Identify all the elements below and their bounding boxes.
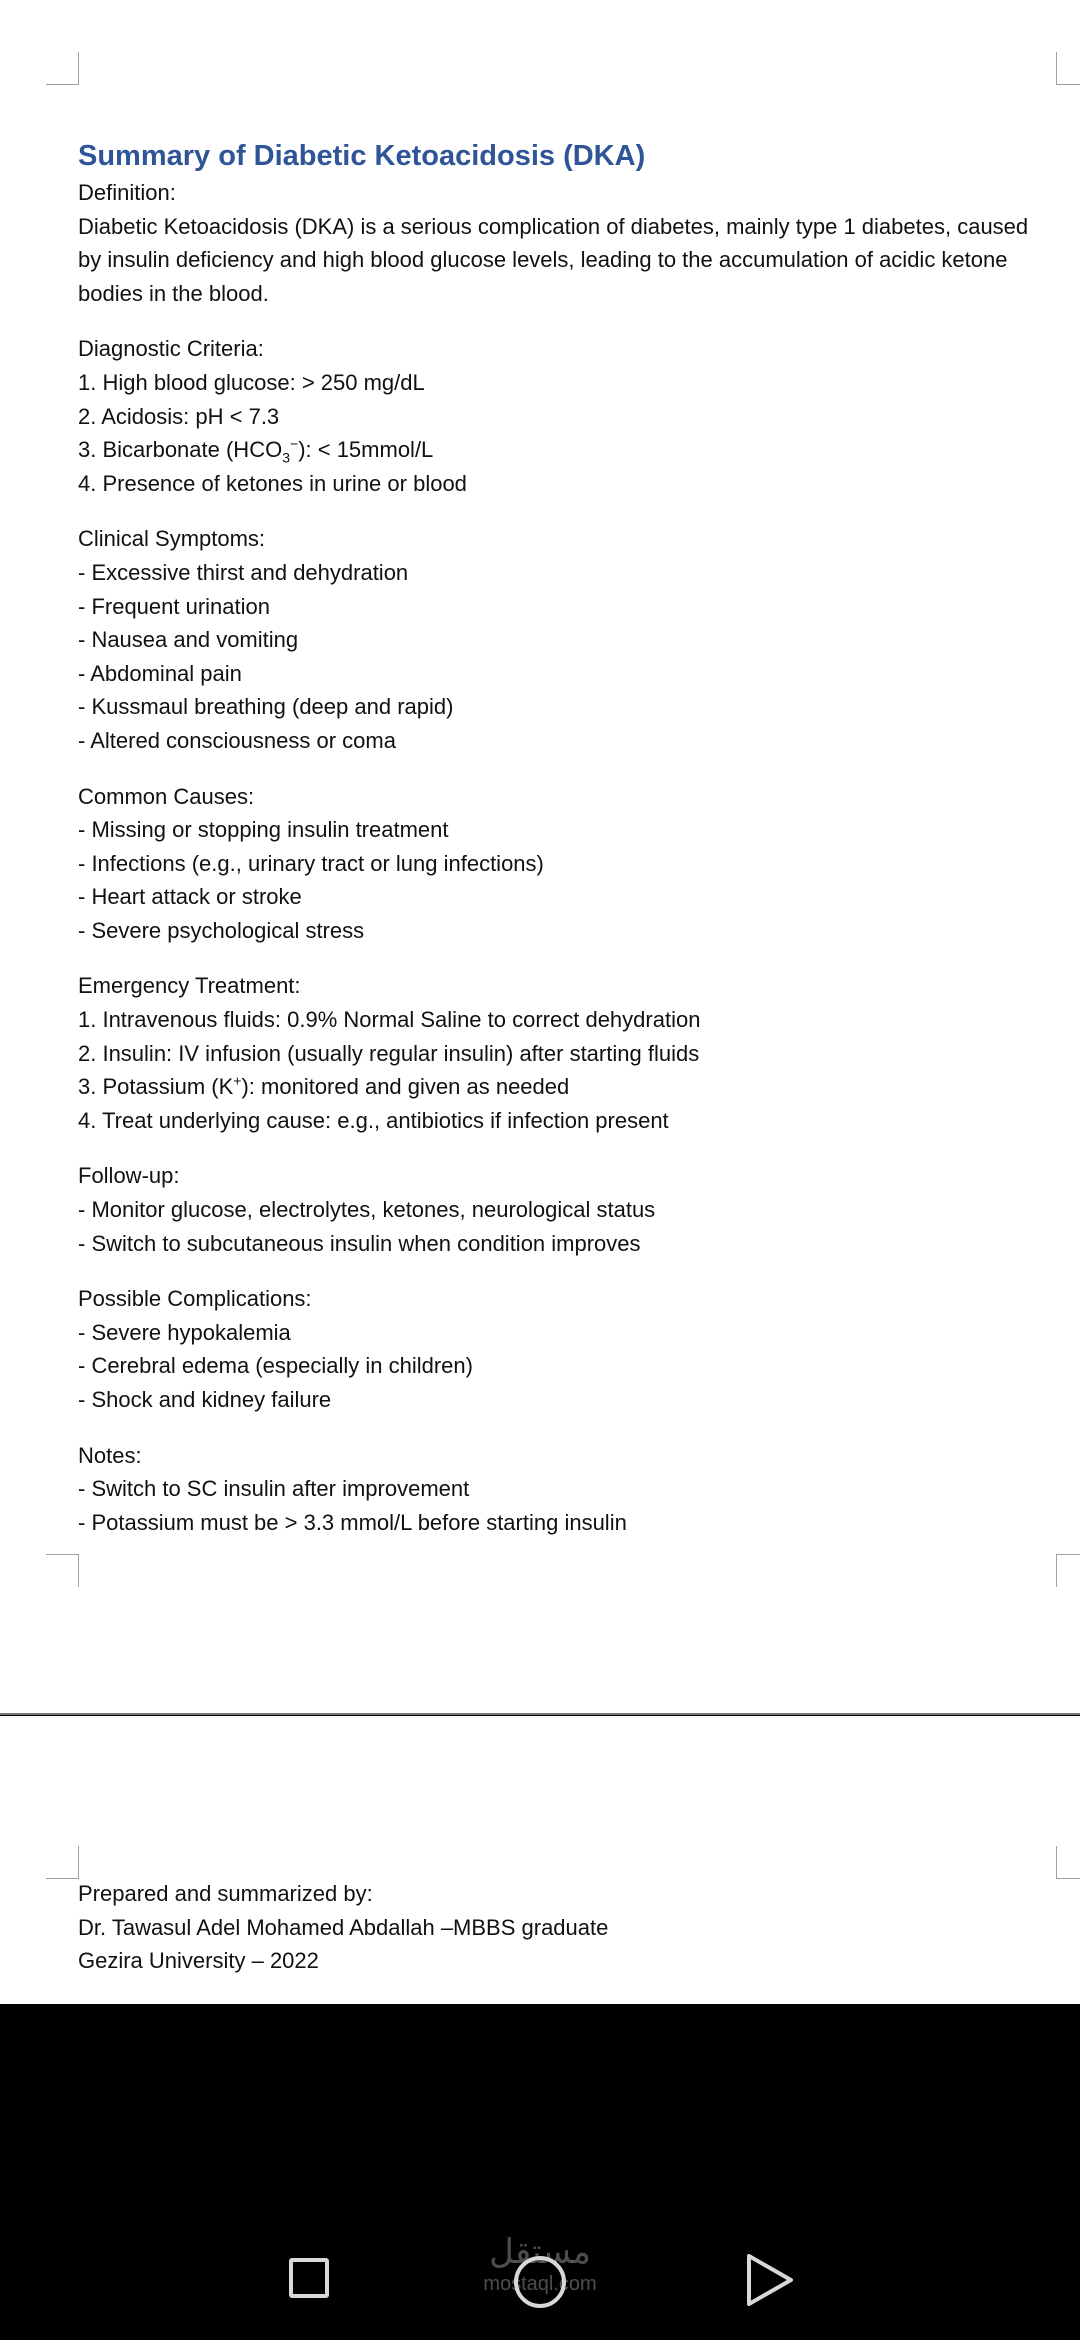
followup-heading: Follow-up:	[78, 1163, 180, 1189]
complication-item: - Cerebral edema (especially in children)	[78, 1353, 473, 1379]
crop-mark-top-right	[1056, 1846, 1080, 1879]
causes-heading: Common Causes:	[78, 783, 255, 809]
symptom-item: - Frequent urination	[78, 593, 270, 619]
cause-item: - Infections (e.g., urinary tract or lung infections)	[78, 850, 544, 876]
cause-item: - Missing or stopping insulin treatment	[78, 817, 449, 843]
recent-apps-icon[interactable]	[289, 2258, 329, 2298]
diagnostic-item: 4. Presence of ketones in urine or blood	[78, 470, 467, 496]
treatment-item: 4. Treat underlying cause: e.g., antibiotics if infection present	[78, 1107, 669, 1133]
author-credits	[78, 1877, 608, 1978]
credits-line-2: Dr. Tawasul Adel Mohamed Abdallah –MBBS graduate	[78, 1914, 609, 1940]
cause-item: - Heart attack or stroke	[78, 884, 302, 910]
symptom-item: - Altered consciousness or coma	[78, 727, 396, 753]
definition-line-2: by insulin deficiency and high blood glucose levels, leading to the accumulation of acidic ketone	[78, 247, 1008, 273]
crop-mark-bottom-right	[1056, 1554, 1080, 1587]
diagnostic-item: 2. Acidosis: pH < 7.3	[78, 403, 280, 429]
watermark-arabic: مستقل	[489, 2232, 591, 2272]
complications-heading: Possible Complications:	[78, 1286, 312, 1312]
symptoms-heading: Clinical Symptoms:	[78, 526, 266, 552]
symptom-item: - Excessive thirst and dehydration	[78, 559, 409, 585]
diagnostic-heading: Diagnostic Criteria:	[78, 336, 264, 362]
watermark-latin: mostaql.com	[483, 2273, 597, 2295]
crop-mark-top-left	[46, 52, 79, 85]
followup-item: - Switch to subcutaneous insulin when condition improves	[78, 1230, 641, 1256]
note-item: - Switch to SC insulin after improvement	[78, 1476, 470, 1502]
followup-item: - Monitor glucose, electrolytes, ketones, neurological status	[78, 1197, 656, 1223]
document-body	[78, 136, 1068, 1539]
crop-mark-bottom-left	[46, 1554, 79, 1587]
home-icon[interactable]	[514, 2256, 566, 2308]
cause-item: - Severe psychological stress	[78, 917, 365, 943]
diagnostic-item: 1. High blood glucose: > 250 mg/dL	[78, 369, 425, 395]
page-break-divider	[0, 1713, 1080, 1715]
treatment-item-potassium: 3. Potassium (K+): monitored and given as needed	[78, 1072, 570, 1100]
symptom-item: - Kussmaul breathing (deep and rapid)	[78, 694, 454, 720]
notes-heading: Notes:	[78, 1442, 142, 1468]
treatment-item: 2. Insulin: IV infusion (usually regular insulin) after starting fluids	[78, 1040, 700, 1066]
complication-item: - Shock and kidney failure	[78, 1387, 332, 1412]
definition-line-3: bodies in the blood.	[78, 280, 269, 306]
crop-mark-top-right	[1056, 52, 1080, 85]
document-title: Summary of Diabetic Ketoacidosis (DKA)	[78, 140, 646, 172]
complication-item: - Severe hypokalemia	[78, 1319, 291, 1345]
definition-heading: Definition:	[78, 180, 176, 205]
diagnostic-item-bicarbonate: 3. Bicarbonate $(HCO_3^-)$: < 15mmol/L	[78, 435, 434, 466]
crop-mark-top-left	[46, 1846, 79, 1879]
definition-line-1: Diabetic Ketoacidosis (DKA) is a serious complication of diabetes, mainly type 1 diabetes, caused	[78, 213, 1029, 239]
treatment-item: 1. Intravenous fluids: 0.9% Normal Saline to correct dehydration	[78, 1007, 701, 1033]
symptom-item: - Abdominal pain	[78, 660, 242, 686]
treatment-heading: Emergency Treatment:	[78, 973, 301, 999]
back-triangle-icon[interactable]	[745, 2252, 795, 2308]
credits-line-1: Prepared and summarized by:	[78, 1881, 373, 1906]
credits-line-3: Gezira University – 2022	[78, 1948, 319, 1974]
symptom-item: - Nausea and vomiting	[78, 627, 299, 653]
note-item: - Potassium must be > 3.3 mmol/L before starting insulin	[78, 1509, 627, 1535]
